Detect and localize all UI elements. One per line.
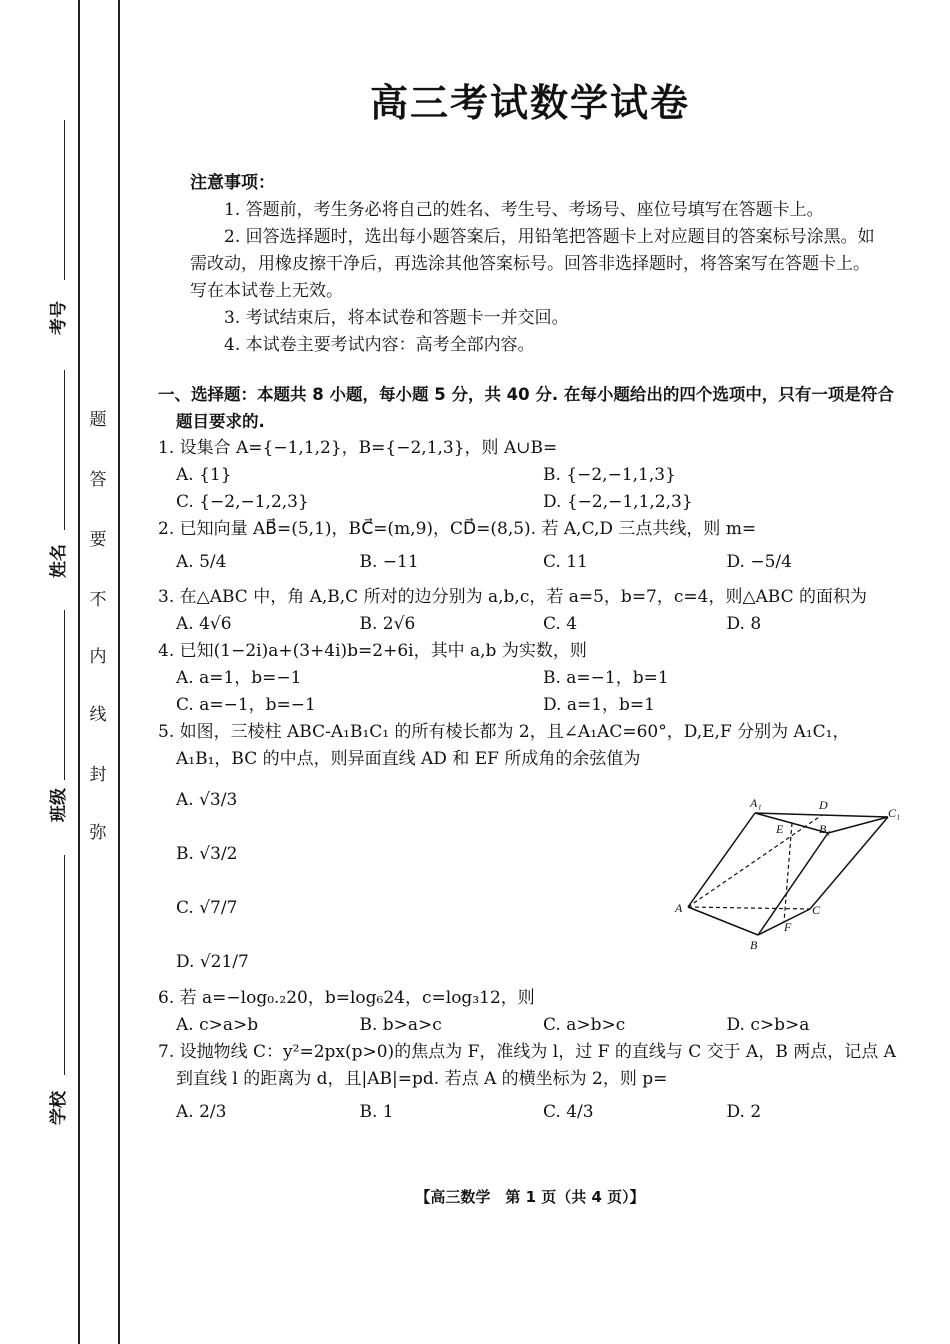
options <box>158 1099 910 1126</box>
option-a: A. a=1，b=−1 <box>176 668 302 688</box>
question-stem: 4. 已知(1−2i)a+(3+4i)b=2+6i，其中 a,b 为实数，则 <box>158 641 587 661</box>
question-6 <box>158 985 910 1039</box>
option-c: C. a=−1，b=−1 <box>176 695 316 715</box>
label-c1: C₁ <box>888 806 901 820</box>
option-d: D. {−2,−1,1,2,3} <box>543 492 693 512</box>
question-3 <box>158 584 910 638</box>
seal-char: 封 <box>89 765 107 785</box>
name-fill-line <box>64 370 65 530</box>
option-d: D. −5/4 <box>726 552 792 572</box>
option-a: A. 2/3 <box>176 1102 227 1122</box>
seal-char: 弥 <box>89 823 107 843</box>
edge-a-b <box>688 907 758 935</box>
option-c: C. 4/3 <box>543 1102 594 1122</box>
question-stem: 2. 已知向量 AB⃗=(5,1)，BC⃗=(m,9)，CD⃗=(8,5). 若 A,C,D 三点共线，则 m= <box>158 519 757 539</box>
label-b: B <box>750 938 758 952</box>
option-a: A. 5/4 <box>176 552 227 572</box>
option-b: B. {−2,−1,1,3} <box>543 465 676 485</box>
school-label: 学校 <box>49 1091 69 1125</box>
edge-a-c <box>688 907 810 909</box>
section-heading-line2: 题目要求的. <box>176 412 265 431</box>
option-d: D. √21/7 <box>176 952 249 972</box>
segment-a-d <box>688 815 822 907</box>
notice-item: 1. 答题前，考生务必将自己的姓名、考生号、考场号、座位号填写在答题卡上。 <box>224 200 824 220</box>
question-stem: 6. 若 a=−log₀.₂20，b=log₆24，c=log₃12，则 <box>158 988 535 1008</box>
seal-char: 要 <box>89 530 107 550</box>
options <box>158 1012 910 1039</box>
seal-char: 题 <box>89 410 107 430</box>
notice-item: 3. 考试结束后，将本试卷和答题卡一并交回。 <box>224 308 569 328</box>
edge-b1-c1 <box>828 817 888 833</box>
class-fill-line <box>64 610 65 780</box>
edge-a-a1 <box>688 813 755 907</box>
option-a: A. {1} <box>176 465 232 485</box>
exam-id-fill-line <box>64 120 65 280</box>
section-heading-line1: 一、选择题：本题共 8 小题，每小题 5 分，共 40 分. 在每小题给出的四个选项中，只有一项是符合 <box>158 385 894 404</box>
seal-char: 内 <box>89 647 107 667</box>
option-d: D. 8 <box>726 614 762 634</box>
seal-char: 不 <box>89 590 107 610</box>
seal-char: 答 <box>89 470 107 490</box>
question-stem-line2: 到直线 l 的距离为 d，且|AB|=pd. 若点 A 的横坐标为 2，则 p= <box>176 1069 668 1089</box>
question-stem-line2: A₁B₁，BC 的中点，则异面直线 AD 和 EF 所成角的余弦值为 <box>176 749 641 769</box>
option-b: B. 2√6 <box>359 614 416 634</box>
options <box>158 665 910 719</box>
option-b: B. √3/2 <box>176 844 238 864</box>
option-c: C. 4 <box>543 614 578 634</box>
question-stem-line1: 7. 设抛物线 C：y²=2px(p>0)的焦点为 F，准线为 l，过 F 的直线与 C 交于 A，B 两点，记点 A <box>158 1042 896 1062</box>
notice-heading: 注意事项： <box>190 173 275 193</box>
label-b1: B₁ <box>819 822 831 836</box>
label-a1: A₁ <box>750 796 762 810</box>
label-c: C <box>812 903 821 917</box>
option-b: B. −11 <box>359 552 419 572</box>
prism-figure <box>670 795 910 955</box>
option-c: C. 11 <box>543 552 588 572</box>
name-label: 姓名 <box>49 544 69 578</box>
gutter-line-inner <box>118 0 120 1344</box>
question-7 <box>158 1039 910 1126</box>
seal-char: 线 <box>89 705 107 725</box>
gutter-line-outer <box>78 0 80 1344</box>
edge-b-b1 <box>758 833 828 935</box>
option-c: C. {−2,−1,2,3} <box>176 492 309 512</box>
option-d: D. 2 <box>726 1102 762 1122</box>
options <box>158 549 910 576</box>
option-b: B. a=−1，b=1 <box>543 668 669 688</box>
page-footer: 【高三数学 第 1 页（共 4 页）】 <box>415 1188 645 1206</box>
question-stem: 3. 在△ABC 中，角 A,B,C 所对的边分别为 a,b,c，若 a=5，b=7，c=4，则△ABC 的面积为 <box>158 587 868 607</box>
section-heading <box>158 381 910 435</box>
options <box>158 611 910 638</box>
option-a: A. √3/3 <box>176 790 238 810</box>
school-fill-line <box>64 855 65 1075</box>
option-b: B. 1 <box>359 1102 394 1122</box>
option-a: A. 4√6 <box>176 614 232 634</box>
exam-id-label: 考号 <box>49 301 69 335</box>
notice-item: 4. 本试卷主要考试内容：高考全部内容。 <box>224 335 535 355</box>
question-1 <box>158 435 910 516</box>
label-f: F <box>784 920 792 934</box>
page-title: 高三考试数学试卷 <box>369 81 690 125</box>
option-d: D. a=1，b=1 <box>543 695 655 715</box>
question-4 <box>158 638 910 719</box>
option-c: C. a>b>c <box>543 1015 626 1035</box>
notice-item: 2. 回答选择题时，选出每小题答案后，用铅笔把答题卡上对应题目的答案标号涂黑。如需改动，用橡皮擦干净后，再选涂其他答案标号。回答非选择题时，将答案写在答题卡上。写在本试卷上无效。 <box>190 227 875 301</box>
question-2 <box>158 516 910 576</box>
option-b: B. b>a>c <box>359 1015 442 1035</box>
label-a: A <box>675 901 683 915</box>
label-e: E <box>776 822 784 836</box>
options <box>158 462 910 516</box>
option-d: D. c>b>a <box>726 1015 810 1035</box>
option-a: A. c>a>b <box>176 1015 259 1035</box>
option-c: C. √7/7 <box>176 898 238 918</box>
class-label: 班级 <box>49 788 69 822</box>
label-d: D <box>819 798 828 812</box>
question-stem-line1: 5. 如图，三棱柱 ABC-A₁B₁C₁ 的所有棱长都为 2，且∠A₁AC=60°，D,E,F 分别为 A₁C₁， <box>158 722 850 742</box>
exam-content <box>158 170 910 1126</box>
question-stem: 1. 设集合 A={−1,1,2}，B={−2,1,3}，则 A∪B= <box>158 438 558 458</box>
